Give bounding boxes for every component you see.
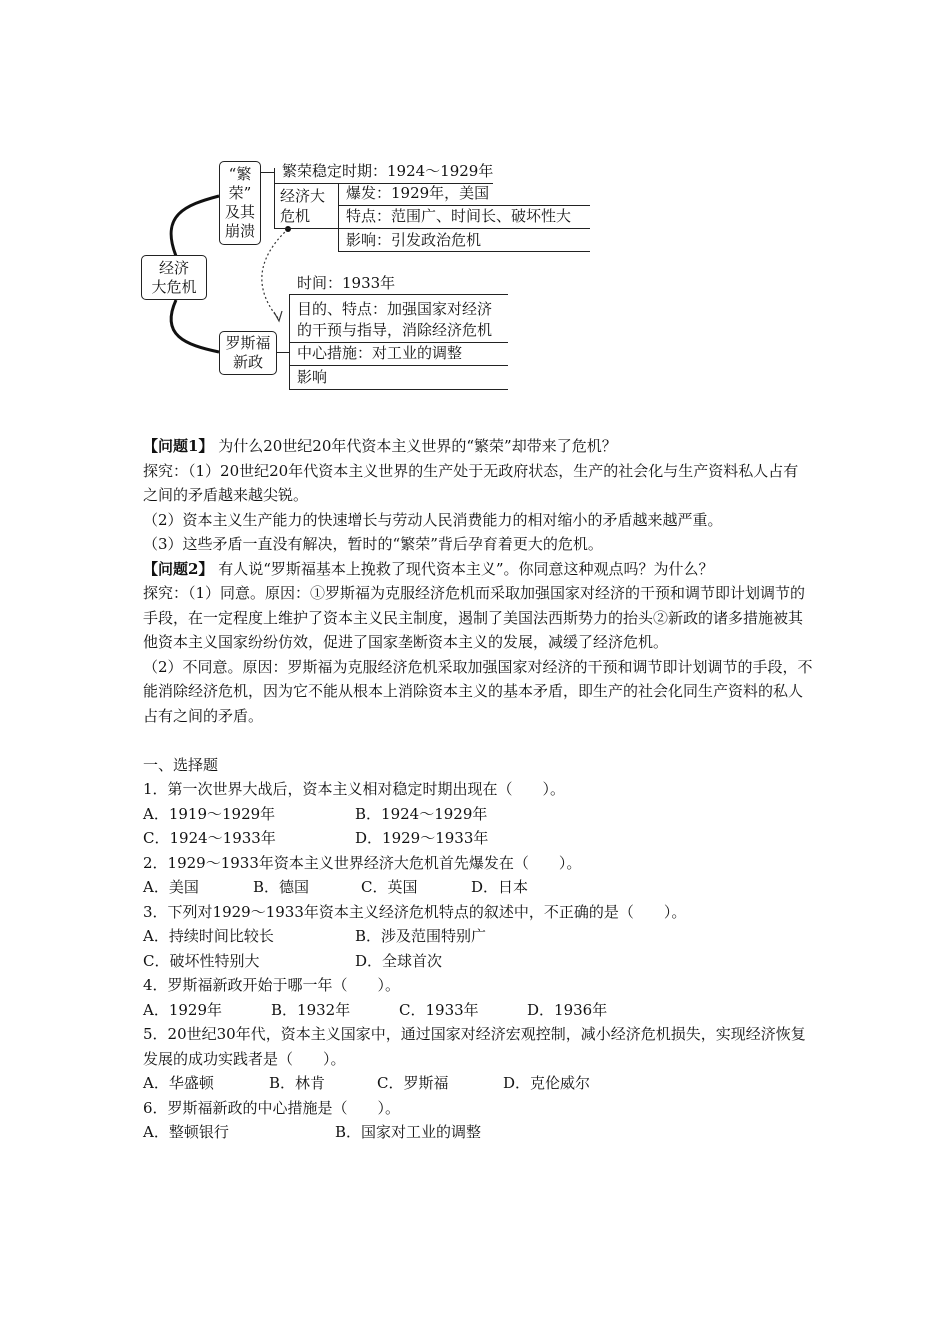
branch2-item-impact: 影响	[297, 368, 328, 386]
branch1-sub-label-1: 经济大	[280, 187, 326, 205]
option: C．1933年	[399, 1000, 479, 1019]
question-1-answer-1: 探究：（1）20世纪20年代资本主义世界的生产处于无政府状态，生产的社会化与生产资料私人占有之间的矛盾越来越尖锐。	[143, 461, 799, 504]
option: B．国家对工业的调整	[335, 1123, 482, 1141]
exercise-5-options	[143, 1071, 813, 1096]
exercise-2: 2．1929～1933年资本主义世界经济大危机首先爆发在（ ）。	[143, 853, 582, 872]
concept-diagram	[0, 0, 950, 400]
option: D．1929～1933年	[355, 829, 489, 847]
option: D．克伦威尔	[503, 1074, 591, 1092]
exercise-5: 5．20世纪30年代，资本主义国家中，通过国家对经济宏观控制，减小经济危机损失，实现经济恢复发展的成功实践者是（ ）。	[143, 1025, 806, 1068]
option: D．1936年	[527, 1000, 608, 1019]
question-2: 【问题2】 有人说“罗斯福基本上挽救了现代资本主义”。你同意这种观点吗？为什么？	[143, 559, 714, 578]
exercise-3: 3．下列对1929～1933年资本主义经济危机特点的叙述中，不正确的是（ ）。	[143, 902, 687, 921]
branch1-item-features: 特点：范围广、时间长、破坏性大	[346, 207, 572, 225]
exercise-1: 1．第一次世界大战后，资本主义相对稳定时期出现在（ ）。	[143, 780, 566, 798]
option: A．整顿银行	[143, 1123, 229, 1141]
option: C．罗斯福	[377, 1074, 449, 1092]
exercise-4: 4．罗斯福新政开始于哪一年（ ）。	[143, 976, 401, 994]
question-1: 【问题1】 为什么20世纪20年代资本主义世界的“繁荣”却带来了危机？	[143, 437, 617, 455]
exercise-1-options-row-2	[143, 826, 813, 851]
branch1-sub-label-2: 危机	[280, 207, 311, 225]
option: A．华盛顿	[143, 1074, 214, 1092]
option: C．破坏性特别大	[143, 951, 260, 970]
exercise-2-options	[143, 875, 813, 900]
exercise-3-options-row-1	[143, 924, 813, 949]
option: C．英国	[361, 878, 418, 896]
branch1-item-outbreak: 爆发：1929年，美国	[346, 184, 490, 202]
exercise-4-options	[143, 998, 813, 1023]
question-2-answer-2: （2）不同意。原因：罗斯福为克服经济危机采取加强国家对经济的干预和调节即计划调节的手段，不能消除经济危机，因为它不能从根本上消除资本主义的基本矛盾，即生产的社会化同生产资料的私人占有之间的矛盾。	[143, 657, 813, 725]
option: B．德国	[253, 878, 310, 896]
option: B．1924～1929年	[355, 804, 488, 823]
option: A．持续时间比较长	[143, 927, 274, 945]
option: B．1932年	[271, 1000, 351, 1019]
branch2-item-purpose-2: 的干预与指导，消除经济危机	[297, 321, 493, 339]
branch2-item-measure: 中心措施：对工业的调整	[297, 344, 463, 362]
branch1-top-label: 繁荣稳定时期：1924～1929年	[282, 162, 494, 180]
option: B．涉及范围特别广	[355, 927, 487, 945]
branch1-item-impact: 影响：引发政治危机	[346, 231, 482, 249]
option: C．1924～1933年	[143, 829, 276, 847]
option: A．美国	[143, 878, 199, 896]
exercise-6: 6．罗斯福新政的中心措施是（ ）。	[143, 1098, 401, 1117]
question-2-answer-1: 探究：（1）同意。原因：①罗斯福为克服经济危机而采取加强国家对经济的干预和调节即计划调节的手段，在一定程度上维护了资本主义民主制度，遏制了美国法西斯势力的抬头②新政的诸多措施被其他资本主义国家纷纷仿效，促进了国家垄断资本主义的发展，减缓了经济危机。	[143, 584, 806, 651]
question-1-answer-3: （3）这些矛盾一直没有解决，暂时的“繁荣”背后孕育着更大的危机。	[143, 535, 603, 553]
branch2-item-time: 时间：1933年	[297, 274, 396, 292]
exercise-6-options	[143, 1120, 813, 1145]
branch-prosperity-node: “繁 荣” 及其 崩溃	[219, 161, 261, 245]
branch-new-deal-node: 罗斯福 新政	[219, 331, 277, 375]
option: A．1919～1929年	[143, 804, 276, 823]
exercise-1-options-row-1	[143, 802, 813, 827]
option: A．1929年	[143, 1000, 223, 1019]
document-body	[143, 434, 813, 1145]
center-node: 经济 大危机	[141, 255, 207, 300]
option: B．林肯	[269, 1074, 326, 1092]
branch2-item-purpose-1: 目的、特点：加强国家对经济	[297, 300, 493, 318]
option: D．全球首次	[355, 951, 443, 970]
section-title: 一、选择题	[143, 755, 219, 774]
option: D．日本	[471, 878, 529, 896]
question-1-answer-2: （2）资本主义生产能力的快速增长与劳动人民消费能力的相对缩小的矛盾越来越严重。	[143, 510, 723, 529]
exercise-3-options-row-2	[143, 949, 813, 974]
